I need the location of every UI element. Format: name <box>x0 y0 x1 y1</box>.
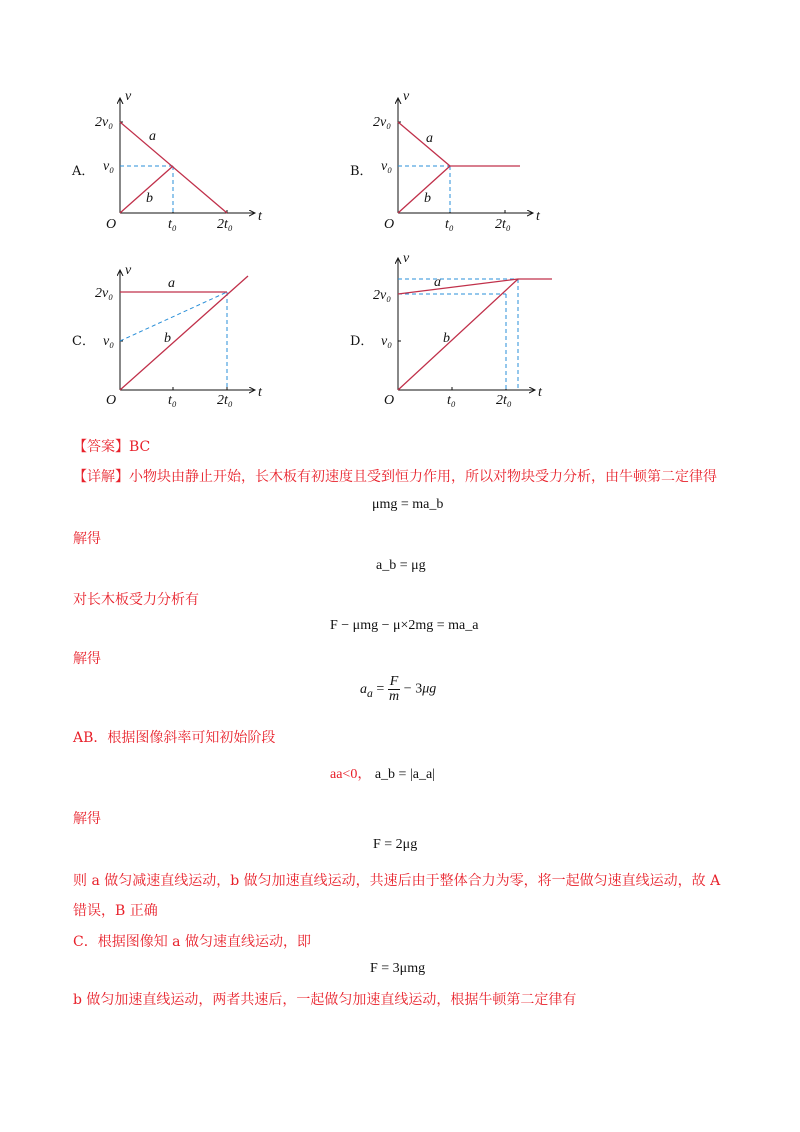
graph-b-xtick-t0: t₀ <box>445 217 454 232</box>
option-a-label: A． <box>72 164 95 179</box>
option-b-label: B． <box>350 164 373 179</box>
graph-d-label-b: b <box>443 331 450 346</box>
equation-3: F − μmg − μ×2mg = ma_a <box>330 618 479 633</box>
graph-d-v-label: v <box>403 251 410 266</box>
solve-label-2: 解得 <box>73 651 101 667</box>
graph-c-t-label: t <box>258 385 262 400</box>
answer-tag: 【答案】 <box>73 439 129 455</box>
equation-4-denominator: m <box>388 689 400 704</box>
ab-intro-line: AB．根据图像斜率可知初始阶段 <box>73 730 276 746</box>
conclusion-line-2: 错误，B 正确 <box>73 903 158 919</box>
graph-a-v-label: v <box>125 89 132 104</box>
graph-c-label-a: a <box>168 276 175 291</box>
graph-c-origin: O <box>106 393 117 408</box>
graph-d-t-label: t <box>538 385 542 400</box>
graph-b-ytick-2v0: 2v₀ <box>373 115 392 130</box>
c-intro-line: C．根据图像知 a 做匀速直线运动，即 <box>73 934 311 950</box>
graph-c-v-label: v <box>125 263 132 278</box>
conclusion-line-1: 则 a 做匀减速直线运动，b 做匀加速直线运动，共速后由于整体合力为零，将一起做匀速直线运动，故 A <box>73 873 721 889</box>
detail-intro: 小物块由静止开始，长木板有初速度且受到恒力作用，所以对物块受力分析，由牛顿第二定律得 <box>129 469 717 485</box>
graph-b-label-b: b <box>424 191 431 206</box>
condition-line <box>330 766 435 784</box>
option-d-label: D． <box>350 334 374 349</box>
equation-6: F = 3μmg <box>370 961 426 976</box>
condition-eq: a_b = |a_a| <box>374 767 435 782</box>
equation-5: F = 2μg <box>373 837 418 852</box>
graph-b-ytick-v0: v₀ <box>381 159 393 174</box>
graph-a-label-a: a <box>149 129 156 144</box>
answer-value: BC <box>129 439 151 455</box>
graph-a-xtick-t0: t₀ <box>168 217 177 232</box>
equation-4-numerator: F <box>389 674 399 689</box>
graph-c-label-b: b <box>164 331 171 346</box>
equation-4-fraction <box>388 675 401 704</box>
graph-d-xtick-t0: t₀ <box>447 393 456 408</box>
graph-b-v-label: v <box>403 89 410 104</box>
graph-a-ytick-v0: v₀ <box>103 159 115 174</box>
graph-a-ytick-2v0: 2v₀ <box>95 115 114 130</box>
graph-b-t-label: t <box>536 209 540 224</box>
graph-c-ytick-2v0: 2v₀ <box>95 286 114 301</box>
condition-red: aa<0， <box>330 767 372 782</box>
solve-label-1: 解得 <box>73 531 101 547</box>
option-c-label: C． <box>72 334 95 349</box>
graph-a-label-b: b <box>146 191 153 206</box>
board-analysis-line: 对长木板受力分析有 <box>73 592 199 608</box>
answer-line <box>73 438 150 456</box>
graph-d-xtick-2t0: 2t₀ <box>496 393 512 408</box>
graph-b-origin: O <box>384 217 395 232</box>
detail-tag: 【详解】 <box>73 469 129 485</box>
graph-a-origin: O <box>106 217 117 232</box>
graph-d-label-a: a <box>434 275 441 290</box>
graph-c-ytick-v0: v₀ <box>103 334 115 349</box>
graph-c-xtick-2t0: 2t₀ <box>217 393 233 408</box>
solve-label-3: 解得 <box>73 811 101 827</box>
graph-a-xtick-2t0: 2t₀ <box>217 217 233 232</box>
equation-1: μmg = ma_b <box>372 497 444 512</box>
graph-d-ytick-v0: v₀ <box>381 334 393 349</box>
detail-intro-line <box>73 468 717 486</box>
graph-d-ytick-2v0: 2v₀ <box>373 288 392 303</box>
graph-d-line-a <box>398 279 518 294</box>
equation-4: $a_a$ = $\frac{F}{m}$ − 3μg <box>360 674 437 704</box>
graph-d-line-b <box>398 279 518 390</box>
c-continuation-line: b 做匀加速直线运动，两者共速后，一起做匀加速直线运动，根据牛顿第二定律有 <box>73 992 577 1008</box>
graph-d-origin: O <box>384 393 395 408</box>
graph-a-t-label: t <box>258 209 262 224</box>
equation-2: a_b = μg <box>376 558 426 573</box>
graph-c-xtick-t0: t₀ <box>168 393 177 408</box>
graph-b-xtick-2t0: 2t₀ <box>495 217 511 232</box>
graph-b-label-a: a <box>426 131 433 146</box>
